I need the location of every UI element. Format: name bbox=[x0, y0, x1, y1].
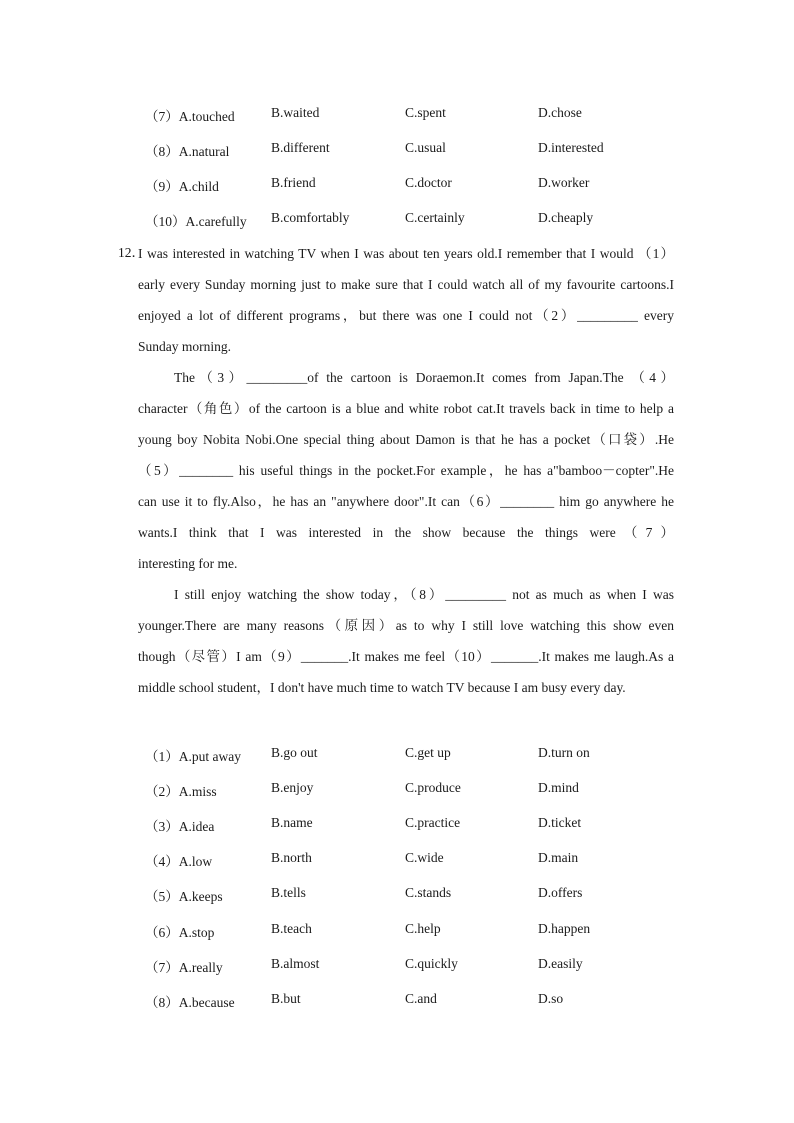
option-b: B.north bbox=[271, 850, 312, 865]
option-c: C.doctor bbox=[405, 175, 452, 190]
passage-line: early every Sunday morning just to make sure that I could watch all of my favourite cartoons.I bbox=[138, 277, 674, 292]
option-a: （2）A.miss bbox=[145, 784, 217, 799]
option-c: C.and bbox=[405, 991, 437, 1006]
option-b: B.enjoy bbox=[271, 780, 314, 795]
option-row bbox=[0, 175, 794, 195]
passage-line: character（角色）of the cartoon is a blue and white robot cat.It travels back in time to help a bbox=[138, 401, 674, 416]
option-c: C.wide bbox=[405, 850, 444, 865]
option-b: B.waited bbox=[271, 105, 320, 120]
option-a: （5）A.keeps bbox=[145, 889, 223, 904]
option-d: D.interested bbox=[538, 140, 604, 155]
option-b: B.almost bbox=[271, 956, 320, 971]
passage-line: middle school student，I don't have much time to watch TV because I am busy every day. bbox=[138, 680, 626, 695]
option-d: D.happen bbox=[538, 921, 591, 936]
option-row bbox=[0, 105, 794, 125]
option-a: （1）A.put away bbox=[145, 749, 241, 764]
option-d: D.worker bbox=[538, 175, 590, 190]
option-a: （8）A.because bbox=[145, 995, 235, 1010]
option-d: D.so bbox=[538, 991, 564, 1006]
option-d: D.mind bbox=[538, 780, 579, 795]
option-d: D.turn on bbox=[538, 745, 590, 760]
option-c: C.usual bbox=[405, 140, 446, 155]
option-row bbox=[0, 780, 794, 800]
passage-line: though（尽管）I am（9）_______.It makes me feel（10）_______.It makes me laugh.As a bbox=[138, 649, 674, 664]
option-b: B.teach bbox=[271, 921, 312, 936]
passage-line: younger.There are many reasons（原因）as to why I still love watching this show even bbox=[138, 618, 674, 633]
passage-line: enjoyed a lot of different programs，but there was one I could not（2）_________ every bbox=[138, 308, 674, 323]
passage bbox=[138, 238, 674, 703]
passage-line: young boy Nobita Nobi.One special thing about Damon is that he has a pocket（口袋）.He bbox=[138, 432, 674, 447]
option-a: （6）A.stop bbox=[145, 925, 215, 940]
option-a: （10）A.carefully bbox=[145, 214, 247, 229]
option-b: B.friend bbox=[271, 175, 316, 190]
option-c: C.certainly bbox=[405, 210, 465, 225]
passage-line: I was interested in watching TV when I was about ten years old.I remember that I would （1） bbox=[138, 246, 674, 261]
passage-line: interesting for me. bbox=[138, 556, 238, 571]
option-a: （7）A.really bbox=[145, 960, 223, 975]
passage-line: The（3）_________of the cartoon is Doraemon.It comes from Japan.The （4） bbox=[174, 370, 674, 385]
option-c: C.produce bbox=[405, 780, 461, 795]
option-b: B.but bbox=[271, 991, 301, 1006]
option-d: D.offers bbox=[538, 885, 583, 900]
option-b: B.different bbox=[271, 140, 330, 155]
option-c: C.get up bbox=[405, 745, 451, 760]
passage-line: （5）________ his useful things in the pocket.For example，he has a"bamboo－copter".He bbox=[138, 463, 674, 478]
option-a: （9）A.child bbox=[145, 179, 219, 194]
option-a: （8）A.natural bbox=[145, 144, 230, 159]
option-a: （4）A.low bbox=[145, 854, 213, 869]
option-b: B.comfortably bbox=[271, 210, 350, 225]
option-c: C.stands bbox=[405, 885, 452, 900]
passage-line: Sunday morning. bbox=[138, 339, 231, 354]
option-row bbox=[0, 991, 794, 1011]
question-number: 12． bbox=[118, 245, 145, 260]
option-row bbox=[0, 140, 794, 160]
option-row bbox=[0, 745, 794, 765]
option-d: D.ticket bbox=[538, 815, 582, 830]
option-b: B.tells bbox=[271, 885, 306, 900]
option-row bbox=[0, 815, 794, 835]
option-d: D.easily bbox=[538, 956, 583, 971]
option-c: C.spent bbox=[405, 105, 446, 120]
option-d: D.chose bbox=[538, 105, 582, 120]
option-row bbox=[0, 885, 794, 905]
option-row bbox=[0, 210, 794, 230]
option-c: C.practice bbox=[405, 815, 461, 830]
option-c: C.help bbox=[405, 921, 441, 936]
option-row bbox=[0, 850, 794, 870]
option-d: D.main bbox=[538, 850, 579, 865]
option-b: B.go out bbox=[271, 745, 318, 760]
passage-line: wants.I think that I was interested in the show because the things were（7） bbox=[138, 525, 674, 540]
option-d: D.cheaply bbox=[538, 210, 594, 225]
option-a: （7）A.touched bbox=[145, 109, 235, 124]
option-c: C.quickly bbox=[405, 956, 458, 971]
option-row bbox=[0, 921, 794, 941]
passage-line: can use it to fly.Also，he has an "anywhere door".It can（6）________ him go anywhere he bbox=[138, 494, 674, 509]
option-row bbox=[0, 956, 794, 976]
option-a: （3）A.idea bbox=[145, 819, 215, 834]
passage-line: I still enjoy watching the show today，（8）_________ not as much as when I was bbox=[174, 587, 674, 602]
option-b: B.name bbox=[271, 815, 313, 830]
